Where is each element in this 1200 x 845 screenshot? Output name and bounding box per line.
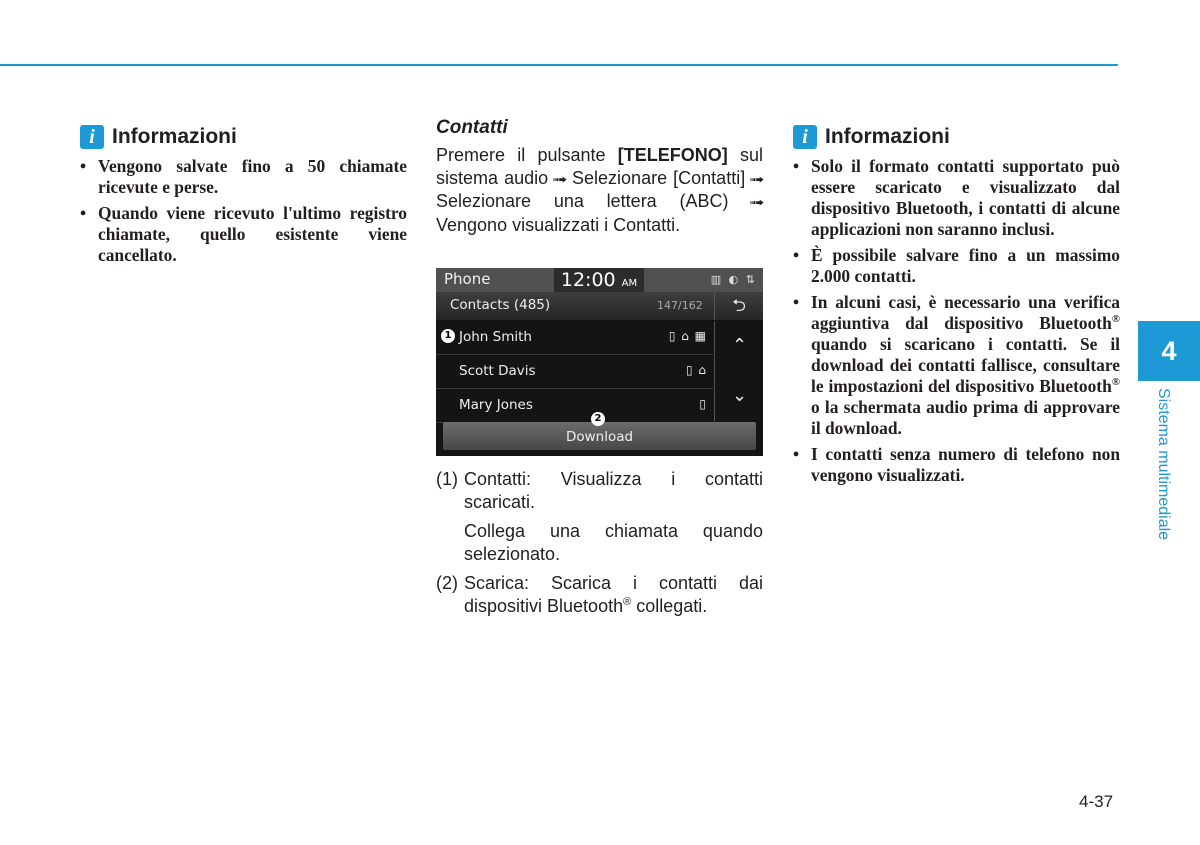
right-info-bullet-4: • I contatti senza numero di telefono non vengono visualizzati.: [793, 444, 1120, 486]
left-info-box: [80, 124, 407, 271]
clock-ampm: AM: [621, 278, 638, 289]
back-icon[interactable]: ⮌: [714, 292, 763, 320]
status-icons: ▥ ◐ ⇅: [710, 273, 757, 286]
left-info-title: Informazioni: [112, 125, 237, 148]
registered-mark: ®: [1111, 376, 1120, 389]
section-title: Contatti: [436, 117, 508, 138]
callout-2: 2: [591, 412, 605, 426]
instr-text-4: Selezionare una lettera (ABC): [436, 191, 752, 211]
legend-num: (1): [436, 469, 458, 489]
instr-text-2: sul sistema audio: [436, 145, 764, 188]
right-info-box: [793, 124, 1120, 491]
contacts-page-count: 147/162: [657, 299, 703, 312]
contact-name: Scott Davis: [459, 363, 536, 379]
info-icon: i: [80, 125, 104, 149]
right-info-bullet-3: [793, 292, 1120, 439]
left-info-bullet-1: • Vengono salvate fino a 50 chiamate ricevute e perse.: [80, 156, 407, 198]
contacts-header-bar: [436, 292, 763, 320]
right-info-bullet-1: • Solo il formato contatti supportato può essere scaricato e visualizzato dal dispositivo Bluetooth, i contatti di alcune applicazioni non saranno inclusi.: [793, 156, 1120, 240]
callout-1: 1: [441, 329, 455, 343]
arrow-icon: ➟: [749, 194, 765, 210]
legend-text: Contatti: Visualizza i contatti scaricati.: [464, 469, 763, 512]
instr-text-1: Premere il pulsante: [436, 145, 618, 165]
right-info-header: [793, 124, 1120, 150]
instr-text-5: Vengono visualizzati i Contatti.: [436, 214, 681, 235]
bullet-text-part: In alcuni casi, è necessario una verifica aggiuntiva dal dispositivo Bluetooth: [811, 292, 1120, 333]
chapter-tab: 4: [1138, 321, 1200, 381]
contact-name: John Smith: [459, 329, 532, 345]
left-info-bullet-2: • Quando viene ricevuto l'ultimo registro chiamate, quello esistente viene cancellato.: [80, 203, 407, 266]
telefono-button-label: [TELEFONO]: [617, 145, 728, 165]
registered-mark: ®: [1111, 313, 1120, 326]
callout-legend: [436, 468, 763, 617]
instr-text-3: Selezionare [Contatti]: [565, 167, 752, 188]
legend-item-2: [436, 572, 763, 617]
contact-type-icons: ▯ ⌂ ▦: [668, 329, 707, 343]
page-number: 4-37: [1079, 792, 1114, 811]
legend-num: (2): [436, 573, 458, 593]
legend-text: [464, 572, 763, 617]
chapter-name-container: [1138, 388, 1200, 563]
screen-status-bar: [436, 268, 763, 292]
contact-type-icons: ▯: [699, 397, 707, 411]
scroll-down-icon[interactable]: ⌄: [714, 371, 763, 421]
download-button[interactable]: Download: [443, 422, 756, 450]
left-info-header: [80, 124, 407, 150]
arrow-icon: ➟: [552, 170, 568, 187]
contact-name: Mary Jones: [459, 397, 533, 413]
contact-row[interactable]: [436, 355, 713, 389]
contact-row[interactable]: [436, 389, 713, 423]
screen-clock: [554, 268, 644, 292]
contacts-section: [436, 117, 763, 236]
legend-text-part: collegati.: [631, 595, 708, 616]
contact-type-icons: ▯ ⌂: [685, 363, 707, 377]
contact-row[interactable]: [436, 321, 713, 355]
right-info-title: Informazioni: [825, 125, 950, 148]
contacts-count-title: Contacts (485): [450, 297, 551, 313]
left-info-list: [80, 156, 407, 266]
arrow-icon: ➟: [749, 170, 765, 187]
info-icon: i: [793, 125, 817, 149]
chapter-name: Sistema multimediale: [1155, 388, 1172, 541]
header-rule: [0, 64, 1118, 66]
screen-app-title: Phone: [444, 270, 491, 288]
right-info-bullet-2: • È possibile salvare fino a un massimo 2.000 contatti.: [793, 245, 1120, 287]
contacts-instructions: [436, 144, 763, 236]
legend-text-part: Scarica: Scarica i contatti dai dispositivi Bluetooth: [464, 573, 763, 616]
phone-screen-illustration: [436, 268, 763, 456]
registered-mark: ®: [623, 595, 632, 608]
bullet-text-part: o la schermata audio prima di approvare il download.: [811, 397, 1120, 438]
clock-time: 12:00: [560, 269, 616, 291]
scroll-up-icon[interactable]: ⌃: [714, 321, 763, 371]
legend-sub-text: Collega una chiamata quando selezionato.: [464, 521, 763, 564]
bullet-text-part: quando si scaricano i contatti. Se il download dei contatti fallisce, consultare le impostazioni del dispositivo Bluetooth: [811, 334, 1120, 396]
legend-item-1: [436, 468, 763, 513]
right-info-list: [793, 156, 1120, 486]
